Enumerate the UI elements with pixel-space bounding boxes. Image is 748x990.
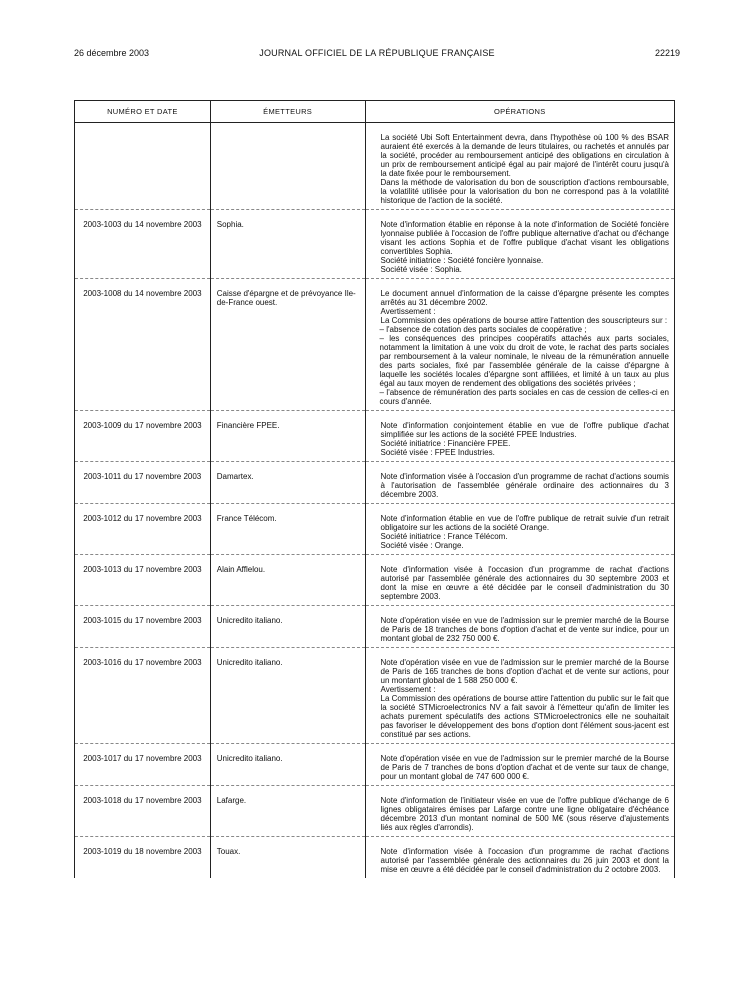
operation-description (365, 504, 674, 555)
operation-paragraph: Note d'information conjointement établie en vue de l'offre publique d'achat simplifiée sur les actions de la société FPEE Industries. (380, 421, 669, 439)
operation-number-date: 2003-1019 du 18 novembre 2003 (75, 837, 211, 879)
operation-description (365, 606, 674, 648)
table-row (75, 462, 675, 504)
operation-paragraph: Note d'opération visée en vue de l'admission sur le premier marché de la Bourse de Paris de 18 tranches de bons d'option d'achat et de vente sur indice, pour un montant global de 232 750 000 €. (380, 616, 669, 643)
operation-paragraph: Note d'opération visée en vue de l'admission sur le premier marché de la Bourse de Paris de 165 tranches de bons d'option d'achat et de vente sur actions, pour un montant global de 1 588 250 000 €. (380, 658, 669, 685)
operation-paragraph: Note d'information visée à l'occasion d'un programme de rachat d'actions soumis à l'autorisation de l'assemblée générale ordinaire des actionnaires du 3 décembre 2003. (380, 472, 669, 499)
operation-description (365, 210, 674, 279)
table-row (75, 648, 675, 744)
operation-description (365, 648, 674, 744)
issuer-name: France Télécom. (210, 504, 365, 555)
issuer-name: Touax. (210, 837, 365, 879)
operation-paragraph: Société initiatrice : Financière FPEE. (380, 439, 511, 448)
column-header-numero: NUMÉRO ET DATE (75, 101, 211, 123)
publication-date: 26 décembre 2003 (74, 48, 150, 58)
operation-paragraph: La Commission des opérations de bourse attire l'attention du public sur le fait que la société STMicroelectronics NV a fait savoir à l'émetteur qu'afin de limiter les achats purement spéculatifs des actions STMicroelectronics elle ne souhaitait pas favoriser le développement des bons d'option dont l'élément sous-jacent est constitué par ses actions. (380, 694, 669, 739)
operation-paragraph: Note d'information de l'initiateur visée en vue de l'offre publique d'échange de 6 lignes obligataires émises par Lafarge contre une ligne obligataire d'échéance décembre 2013 d'un montant nominal de 500 M€ (sous réserve d'ajustements liés aux règles d'arrondis). (380, 796, 669, 832)
operation-paragraph: Note d'opération visée en vue de l'admission sur le premier marché de la Bourse de Paris de 7 tranches de bons d'option d'achat et de vente sur taux de change, pour un montant global de 747 600 000 €. (380, 754, 669, 781)
table-row (75, 210, 675, 279)
operation-paragraph: Note d'information établie en vue de l'offre publique de retrait suivie d'un retrait obligatoire sur les actions de la société Orange. (380, 514, 669, 532)
operation-description (365, 786, 674, 837)
operation-paragraph: Note d'information visée à l'occasion d'un programme de rachat d'actions autorisé par l'assemblée générale des actionnaires du 30 septembre 2003 et dont la mise en œuvre a été décidée par le conseil d'administration du 30 septembre 2003. (380, 565, 669, 601)
operation-number-date: 2003-1013 du 17 novembre 2003 (75, 555, 211, 606)
operation-paragraph: Société initiatrice : Société foncière lyonnaise. (380, 256, 544, 265)
operations-table (74, 100, 675, 878)
operation-paragraph: Société visée : Orange. (380, 541, 464, 550)
column-header-emetteurs: ÉMETTEURS (210, 101, 365, 123)
table-row (75, 411, 675, 462)
operation-description (365, 744, 674, 786)
table-row (75, 606, 675, 648)
operation-number-date: 2003-1003 du 14 novembre 2003 (75, 210, 211, 279)
operation-description (365, 837, 674, 879)
column-header-operations: OPÉRATIONS (365, 101, 674, 123)
operation-number-date: 2003-1012 du 17 novembre 2003 (75, 504, 211, 555)
operation-number-date: 2003-1018 du 17 novembre 2003 (75, 786, 211, 837)
table-row (75, 123, 675, 210)
issuer-name: Unicredito italiano. (210, 606, 365, 648)
issuer-name: Financière FPEE. (210, 411, 365, 462)
table-row (75, 504, 675, 555)
operation-description (365, 462, 674, 504)
operation-description (365, 123, 674, 210)
issuer-name: Unicredito italiano. (210, 648, 365, 744)
journal-title: JOURNAL OFFICIEL DE LA RÉPUBLIQUE FRANÇAISE (259, 48, 495, 58)
operation-paragraph: Dans la méthode de valorisation du bon de souscription d'actions remboursable, la volatilité utilisée pour la valorisation du bon ne correspond pas à la volatilité historique de l'action de la société. (380, 178, 669, 205)
operation-paragraph: – l'absence de rémunération des parts sociales en cas de cession de celles-ci en cours d'année. (379, 388, 669, 406)
table-header-row (75, 101, 675, 123)
table-row (75, 744, 675, 786)
table-row (75, 786, 675, 837)
operation-number-date: 2003-1015 du 17 novembre 2003 (75, 606, 211, 648)
operation-description (365, 411, 674, 462)
operation-paragraph: Société visée : FPEE Industries. (380, 448, 495, 457)
table-row (75, 555, 675, 606)
operation-number-date: 2003-1008 du 14 novembre 2003 (75, 279, 211, 411)
issuer-name: Caisse d'épargne et de prévoyance Ile-de-France ouest. (210, 279, 365, 411)
page-number: 22219 (654, 48, 680, 58)
operation-description (365, 555, 674, 606)
issuer-name: Lafarge. (210, 786, 365, 837)
table-row (75, 837, 675, 879)
issuer-name: Damartex. (210, 462, 365, 504)
operation-number-date: 2003-1009 du 17 novembre 2003 (75, 411, 211, 462)
operation-description (365, 279, 674, 411)
operation-paragraph: Avertissement : (380, 685, 436, 694)
operation-paragraph: Société visée : Sophia. (380, 265, 462, 274)
operation-paragraph: La société Ubi Soft Entertainment devra, dans l'hypothèse où 100 % des BSAR auraient été exercés à la demande de leurs titulaires, ou rachetés et annulés par la société, procéder au remboursement anticipé des obligations en circulation à un prix de remboursement anticipé égal au pair majoré de l'intérêt couru jusqu'à la date fixée pour le remboursement. (380, 133, 669, 178)
operation-paragraph: Note d'information établie en réponse à la note d'information de Société foncière lyonnaise publiée à l'occasion de l'offre publique alternative d'achat ou d'échange visant les actions Sophia et de l'offre publique d'achat visant les obligations convertibles Sophia. (380, 220, 669, 256)
operation-paragraph: Note d'information visée à l'occasion d'un programme de rachat d'actions autorisé par l'assemblée générale des actionnaires du 26 juin 2003 et dont la mise en œuvre a été décidée par le conseil d'administration du 2 octobre 2003. (380, 847, 669, 874)
operation-number-date: 2003-1011 du 17 novembre 2003 (75, 462, 211, 504)
operation-paragraph: – l'absence de cotation des parts sociales de coopérative ; (379, 325, 587, 334)
operation-paragraph: – les conséquences des principes coopératifs attachés aux parts sociales, notamment la limitation à une voix du droit de vote, le rachat des parts sociales par remboursement à la valeur nominale, le niveau de la rémunération annuelle des parts sociales, fixé par l'assemblée générale de la caisse d'épargne à laquelle les sociétés locales d'épargne sont affiliées, et limité à un taux au plus égal au taux moyen de rendement des obligations des sociétés privées ; (379, 334, 669, 388)
operation-number-date: 2003-1017 du 17 novembre 2003 (75, 744, 211, 786)
issuer-name: Alain Afflelou. (210, 555, 365, 606)
operation-number-date: 2003-1016 du 17 novembre 2003 (75, 648, 211, 744)
issuer-name: Sophia. (210, 210, 365, 279)
operation-paragraph: Avertissement : (380, 307, 436, 316)
operation-number-date (75, 123, 211, 210)
operation-paragraph: Société initiatrice : France Télécom. (380, 532, 508, 541)
operation-paragraph: La Commission des opérations de bourse attire l'attention des souscripteurs sur : (380, 316, 668, 325)
operation-paragraph: Le document annuel d'information de la caisse d'épargne présente les comptes arrêtés au 31 décembre 2002. (380, 289, 669, 307)
issuer-name (210, 123, 365, 210)
issuer-name: Unicredito italiano. (210, 744, 365, 786)
table-row (75, 279, 675, 411)
